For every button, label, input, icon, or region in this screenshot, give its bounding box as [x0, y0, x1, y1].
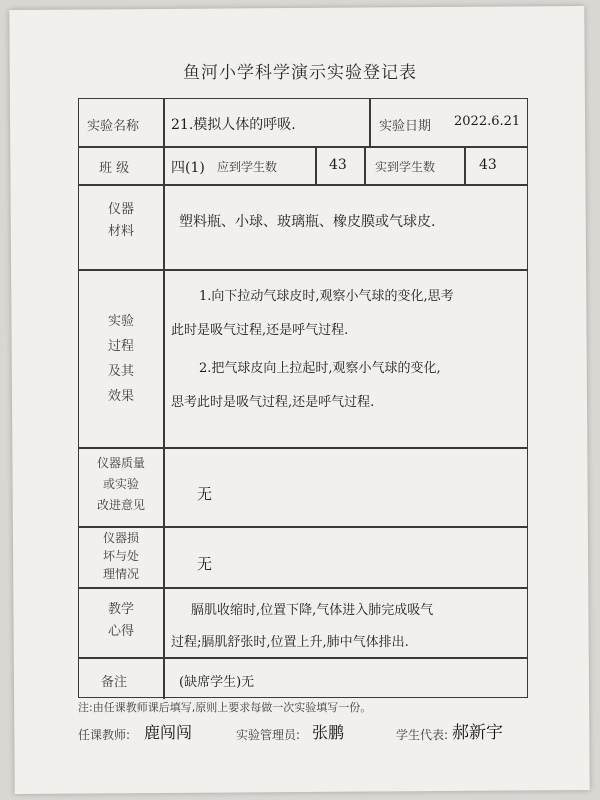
- row-divider: [79, 587, 527, 589]
- cell-divider: [364, 146, 366, 184]
- process-label: [79, 309, 163, 409]
- row-divider: [79, 184, 527, 186]
- experiment-name-value: 21.模拟人体的呼吸.: [171, 117, 296, 133]
- reflection-line: 过程;膈肌舒张时,位置上升,肺中气体排出.: [171, 635, 409, 650]
- reflection-label-line: 心得: [107, 624, 134, 639]
- expected-students-label: 应到学生数: [217, 160, 278, 174]
- cell-divider: [315, 146, 317, 184]
- cell-divider: [464, 146, 466, 184]
- equipment-label-line: 仪器: [107, 202, 134, 217]
- row-divider: [79, 526, 527, 528]
- equipment-label-line: 材料: [107, 224, 134, 239]
- process-label-line: 及其: [107, 364, 134, 379]
- actual-students-label: 实到学生数: [375, 160, 436, 174]
- equipment-value: 塑料瓶、小球、玻璃瓶、橡皮膜或气球皮.: [179, 214, 436, 230]
- row-divider: [79, 447, 527, 449]
- row-divider: [79, 146, 527, 148]
- process-label-line: 效果: [107, 389, 134, 404]
- class-label: 班 级: [99, 161, 130, 176]
- improvement-label-line: 仪器质量: [96, 456, 145, 470]
- process-line: 思考此时是吸气过程,还是呼气过程.: [171, 395, 375, 410]
- expected-students-value: 43: [329, 157, 347, 173]
- teacher-signature: 鹿闯闯: [144, 723, 193, 742]
- process-label-line: 过程: [107, 339, 134, 354]
- remarks-label: 备注: [101, 675, 128, 690]
- damage-label-line: 仪器损: [102, 531, 139, 545]
- experiment-date-value: 2022.6.21: [454, 114, 521, 129]
- remarks-value: (缺席学生)无: [179, 675, 255, 690]
- process-line: 2.把气球皮向上拉起时,观察小气球的变化,: [199, 361, 441, 376]
- reflection-line: 膈肌收缩时,位置下降,气体进入肺完成吸气: [191, 603, 434, 618]
- damage-value: 无: [197, 555, 213, 573]
- row-divider: [79, 269, 527, 271]
- class-value: 四(1): [171, 160, 205, 176]
- experiment-date-label: 实验日期: [379, 119, 432, 134]
- experiment-form: [78, 98, 528, 698]
- footer-note: 注:由任课教师课后填写,原则上要求每做一次实验填写一份。: [78, 701, 372, 714]
- teacher-label: 任课教师:: [78, 728, 131, 742]
- improvement-label: [79, 453, 163, 516]
- damage-label-line: 理情况: [102, 567, 139, 581]
- improvement-label-line: 改进意见: [96, 498, 145, 512]
- experiment-name-label: 实验名称: [87, 119, 140, 134]
- process-label-line: 实验: [107, 314, 134, 329]
- cell-divider: [369, 99, 371, 146]
- process-line: 此时是吸气过程,还是呼气过程.: [171, 323, 349, 338]
- reflection-label: [79, 599, 163, 643]
- form-title: 鱼河小学科学演示实验登记表: [183, 63, 417, 83]
- equipment-label: [79, 199, 163, 243]
- student-rep-label: 学生代表:: [396, 728, 449, 742]
- damage-label-line: 坏与处: [102, 549, 139, 563]
- admin-signature: 张鹏: [312, 723, 345, 742]
- improvement-value: 无: [197, 485, 213, 503]
- reflection-label-line: 教学: [107, 602, 134, 617]
- damage-label: [79, 529, 163, 583]
- row-divider: [79, 657, 527, 659]
- label-column-divider: [163, 99, 165, 699]
- student-rep-signature: 郝新宇: [452, 723, 503, 743]
- improvement-label-line: 或实验: [102, 477, 139, 491]
- process-line: 1.向下拉动气球皮时,观察小气球的变化,思考: [199, 289, 454, 304]
- admin-label: 实验管理员:: [236, 728, 301, 742]
- actual-students-value: 43: [479, 157, 497, 173]
